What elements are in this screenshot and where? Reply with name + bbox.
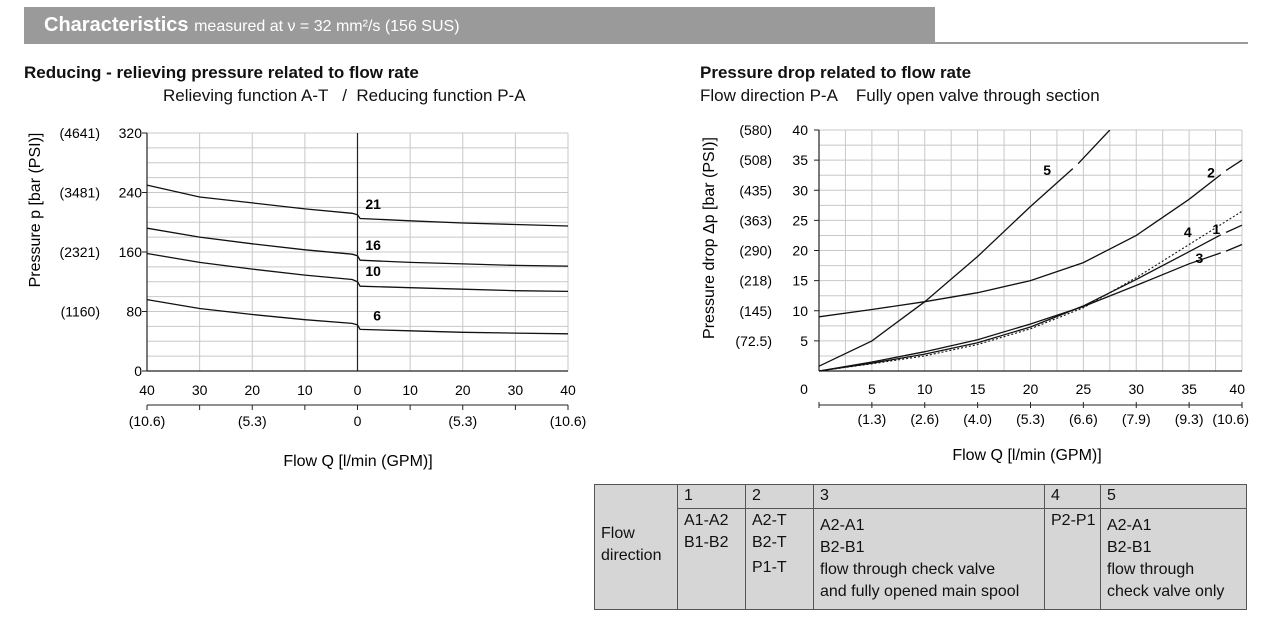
right-x-tick-label: 15 — [969, 381, 986, 397]
right-series-label: 1 — [1212, 221, 1221, 238]
right-series-line-1 — [819, 235, 1221, 371]
table-cell: P2-P1 — [1051, 512, 1096, 529]
left-series-label: 21 — [365, 195, 381, 212]
right-y-tick-label: 10 — [792, 302, 808, 319]
right-y-tick-label: 20 — [792, 242, 808, 259]
left-x-axis-label: Flow Q [l/min (GPM)] — [283, 453, 433, 470]
table-col-number: 1 — [684, 487, 693, 504]
left-x-tick-label: 20 — [244, 382, 261, 398]
right-gpm-label: (5.3) — [1016, 411, 1045, 427]
right-y-tick-label: 15 — [792, 272, 808, 289]
right-y-tick-label: 40 — [792, 122, 808, 138]
right-gpm-label: (10.6) — [1212, 411, 1249, 427]
right-gpm-label: (9.3) — [1174, 411, 1204, 427]
right-y-tick-label: 35 — [792, 152, 808, 169]
right-gpm-label: (2.6) — [910, 411, 940, 427]
right-series-tail-1 — [1226, 225, 1242, 232]
right-gpm-label: (7.9) — [1121, 411, 1151, 427]
left-x-tick-label: 40 — [139, 382, 155, 398]
table-cell: A1-A2 — [684, 512, 729, 529]
left-series-label: 10 — [365, 262, 381, 279]
table-cell: B2-B1 — [820, 539, 865, 556]
right-series-label: 3 — [1195, 250, 1204, 267]
left-x-tick-label: 30 — [191, 382, 208, 398]
right-x-tick-label: 30 — [1128, 381, 1145, 397]
table-cell: and fully opened main spool — [820, 583, 1020, 600]
right-gpm-label: (4.0) — [963, 411, 993, 427]
left-chart-title: Reducing - relieving pressure related to flow rate — [24, 63, 419, 82]
right-series-line-3 — [819, 253, 1221, 371]
table-cell: A2-A1 — [820, 517, 865, 534]
header-subtitle: measured at ν = 32 mm²/s (156 SUS) — [194, 18, 460, 35]
right-y-axis-label: Pressure drop Δp [bar (PSI)] — [701, 137, 718, 339]
right-x-tick-label: 25 — [1075, 381, 1092, 397]
left-x-tick-label: 20 — [454, 382, 471, 398]
left-y-tick-label: 160 — [118, 244, 142, 260]
right-y-psi-label: (363) — [739, 212, 772, 229]
left-chart-subtitle: Relieving function A-T / Reducing function P-A — [163, 86, 526, 105]
left-y-tick-label: 80 — [126, 303, 142, 320]
right-series-label: 5 — [1043, 162, 1051, 179]
right-series-tail-5 — [1078, 130, 1110, 164]
right-y-psi-label: (435) — [739, 182, 772, 199]
right-series-label: 2 — [1207, 164, 1215, 181]
flow-direction-table — [594, 484, 1247, 610]
left-y-tick-label: 320 — [118, 125, 142, 141]
right-series-tail-2 — [1226, 160, 1242, 170]
left-gpm-label: (10.6) — [128, 413, 166, 429]
table-col-number: 4 — [1051, 487, 1060, 504]
table-cell: A2-A1 — [1107, 517, 1152, 534]
table-cell: A2-T — [752, 512, 787, 529]
left-x-tick-label: 10 — [402, 382, 418, 398]
right-y-psi-label: (218) — [739, 272, 772, 289]
right-y-psi-label: (145) — [739, 302, 772, 319]
left-gpm-label: (5.3) — [237, 413, 267, 429]
left-x-tick-label: 40 — [560, 382, 576, 398]
right-x-tick-label: 0 — [800, 381, 808, 397]
table-cell: B2-B1 — [1107, 539, 1152, 556]
right-y-tick-label: 5 — [800, 332, 808, 349]
right-series-label: 4 — [1183, 224, 1192, 241]
right-x-axis-label: Flow Q [l/min (GPM)] — [952, 447, 1102, 464]
right-chart-subtitle: Flow direction P-A Fully open valve through section — [700, 86, 1100, 105]
left-y-psi-label: (3481) — [59, 184, 100, 201]
table-row-header-2: direction — [601, 547, 662, 564]
left-y-psi-label: (1160) — [60, 303, 100, 320]
left-gpm-label: (5.3) — [448, 413, 478, 429]
table-cell: flow through — [1107, 561, 1195, 578]
table-cell: B1-B2 — [684, 534, 729, 551]
right-gpm-label: (6.6) — [1068, 411, 1098, 427]
right-y-psi-label: (508) — [739, 152, 772, 169]
table-cell: check valve only — [1107, 583, 1225, 600]
left-x-tick-label: 10 — [297, 382, 313, 398]
right-x-tick-label: 20 — [1022, 381, 1039, 397]
table-col-number: 5 — [1107, 487, 1116, 504]
left-y-tick-label: 240 — [118, 184, 142, 201]
left-y-tick-label: 0 — [134, 363, 142, 379]
right-y-psi-label: (580) — [739, 122, 772, 138]
table-cell: P1-T — [752, 559, 787, 576]
left-x-tick-label: 30 — [507, 382, 524, 398]
left-y-psi-label: (4641) — [59, 125, 100, 141]
left-series-label: 6 — [373, 307, 382, 324]
table-col-number: 2 — [752, 487, 761, 504]
left-gpm-label: 0 — [353, 413, 362, 429]
right-y-tick-label: 25 — [792, 212, 808, 229]
left-y-axis-label: Pressure p [bar (PSI)] — [27, 132, 44, 288]
right-chart-title: Pressure drop related to flow rate — [700, 63, 972, 82]
left-gpm-label: (10.6) — [549, 413, 587, 429]
right-x-tick-label: 40 — [1229, 381, 1245, 397]
left-series-label: 16 — [365, 236, 381, 253]
right-y-psi-label: (290) — [739, 242, 772, 259]
right-x-tick-label: 5 — [867, 381, 876, 397]
table-col-number: 3 — [820, 487, 829, 504]
table-cell: flow through check valve — [820, 561, 996, 578]
right-y-psi-label: (72.5) — [735, 332, 772, 349]
right-x-tick-label: 10 — [916, 381, 933, 397]
right-y-tick-label: 30 — [792, 182, 808, 199]
right-x-tick-label: 35 — [1181, 381, 1197, 397]
table-cell: B2-T — [752, 534, 787, 551]
right-gpm-label: (1.3) — [857, 411, 887, 427]
left-y-psi-label: (2321) — [59, 244, 100, 260]
table-row-header-1: Flow — [601, 525, 635, 542]
left-x-tick-label: 0 — [353, 382, 362, 398]
header-title: Characteristics — [44, 14, 189, 36]
right-series-line-5 — [819, 169, 1073, 367]
